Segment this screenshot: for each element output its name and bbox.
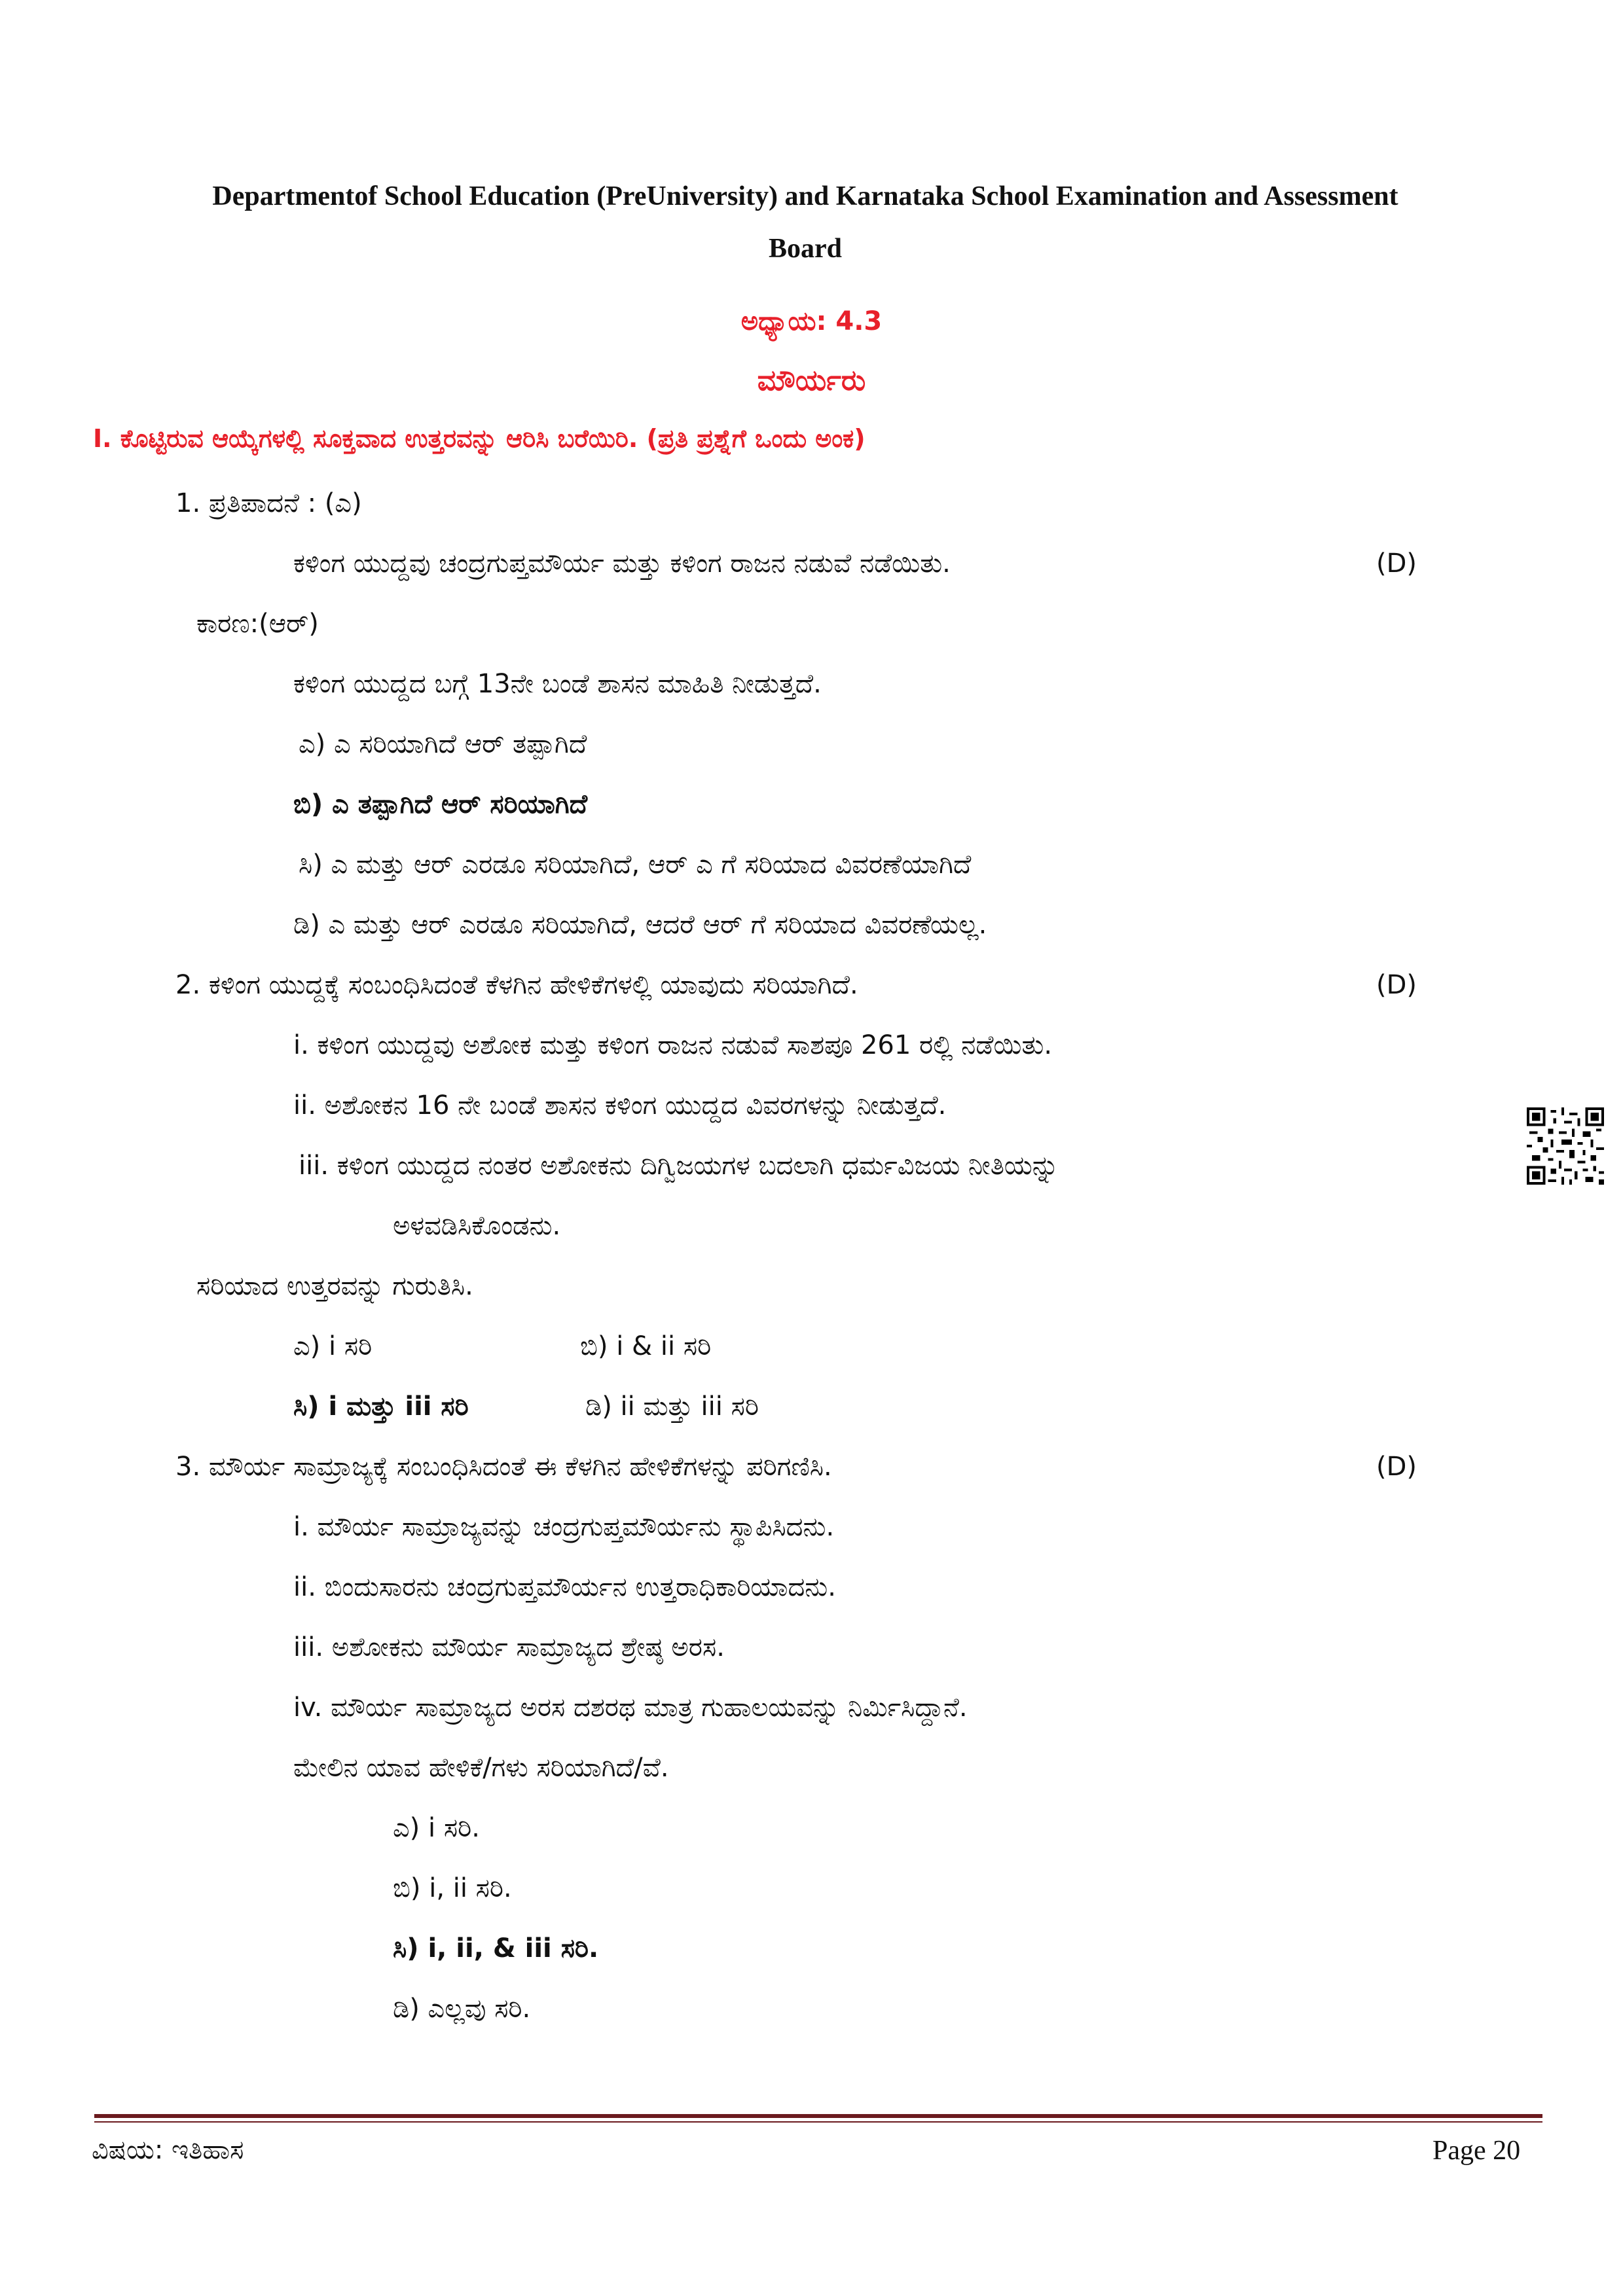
q2-level: (D) [1376,970,1417,1000]
q1-option-d: ಡಿ) ಎ ಮತ್ತು ಆರ್ ಎರಡೂ ಸರಿಯಾಗಿದೆ, ಆದರೆ ಆರ್ ಗೆ ಸರಿಯಾದ ವಿವರಣೆಯಲ್ಲ. [293,910,987,940]
q3-option-b: ಬಿ) i, ii ಸರಿ. [393,1873,512,1903]
q2-option-b: ಬಿ) i & ii ಸರಿ [580,1331,712,1361]
footer-rule-thick [94,2114,1542,2118]
q3-statement-2: ii. ಬಿಂದುಸಾರನು ಚಂದ್ರಗುಪ್ತಮೌರ್ಯನ ಉತ್ತರಾಧಿಕಾರಿಯಾದನು. [293,1572,836,1602]
chapter-number: ಅಧ್ಯಾಯ: 4.3 [740,306,883,336]
q2-option-d: ಡಿ) ii ಮತ್ತು iii ಸರಿ [585,1391,759,1422]
q1-assertion-text: ಕಳಿಂಗ ಯುದ್ದವು ಚಂದ್ರಗುಪ್ತಮೌರ್ಯ ಮತ್ತು ಕಳಿಂಗ ರಾಜನ ನಡುವೆ ನಡೆಯಿತು. [293,548,951,579]
qr-code-icon [1527,1107,1604,1185]
q2-prompt: ಸರಿಯಾದ ಉತ್ತರವನ್ನು ಗುರುತಿಸಿ. [196,1271,473,1301]
chapter-title: ಮೌರ್ಯರು [757,364,866,397]
q3-level: (D) [1376,1452,1417,1482]
q3-option-d: ಡಿ) ಎಲ್ಲವು ಸರಿ. [393,1994,531,2024]
q1-reason-label: ಕಾರಣ:(ಆರ್) [196,609,319,639]
q1-assertion-label: 1. ಪ್ರತಿಪಾದನೆ : (ಎ) [175,488,362,518]
section-instruction: I. ಕೊಟ್ಟಿರುವ ಆಯ್ಕೆಗಳಲ್ಲಿ ಸೂಕ್ತವಾದ ಉತ್ತರವನ್ನು ಆರಿಸಿ ಬರೆಯಿರಿ. (ಪ್ರತಿ ಪ್ರಶ್ನೆಗೆ ಒಂದು ಅಂಕ) [93,424,866,453]
page-number: Page 20 [1432,2136,1521,2166]
q3-statement-4: iv. ಮೌರ್ಯ ಸಾಮ್ರಾಜ್ಯದ ಅರಸ ದಶರಥ ಮಾತ್ರ ಗುಹಾಲಯವನ್ನು ನಿರ್ಮಿಸಿದ್ದಾನೆ. [293,1693,968,1723]
board-title-line2: Board [768,234,842,264]
q2-option-c: ಸಿ) i ಮತ್ತು iii ಸರಿ [293,1391,469,1422]
q3-statement-1: i. ಮೌರ್ಯ ಸಾಮ್ರಾಜ್ಯವನ್ನು ಚಂದ್ರಗುಪ್ತಮೌರ್ಯನು ಸ್ಥಾಪಿಸಿದನು. [293,1512,835,1542]
q3-prompt: ಮೇಲಿನ ಯಾವ ಹೇಳಿಕೆ/ಗಳು ಸರಿಯಾಗಿದೆ/ವೆ. [293,1753,669,1783]
q3-option-c: ಸಿ) i, ii, & iii ಸರಿ. [393,1933,599,1964]
q2-statement-3-cont: ಅಳವಡಿಸಿಕೊಂಡನು. [393,1211,561,1241]
q1-level: (D) [1376,548,1417,579]
q2-statement-3: iii. ಕಳಿಂಗ ಯುದ್ದದ ನಂತರ ಅಶೋಕನು ದಿಗ್ವಿಜಯಗಳ ಬದಲಾಗಿ ಧರ್ಮವಿಜಯ ನೀತಿಯನ್ನು [299,1151,1059,1181]
q3-statement-3: iii. ಅಶೋಕನು ಮೌರ್ಯ ಸಾಮ್ರಾಜ್ಯದ ಶ್ರೇಷ್ಠ ಅರಸ. [293,1632,725,1662]
q1-reason-text: ಕಳಿಂಗ ಯುದ್ದದ ಬಗ್ಗೆ 13ನೇ ಬಂಡೆ ಶಾಸನ ಮಾಹಿತಿ ನೀಡುತ್ತದೆ. [293,669,822,699]
q1-option-c: ಸಿ) ಎ ಮತ್ತು ಆರ್ ಎರಡೂ ಸರಿಯಾಗಿದೆ, ಆರ್ ಎ ಗೆ ಸರಿಯಾದ ವಿವರಣೆಯಾಗಿದೆ [299,850,972,880]
q2-option-a: ಎ) i ಸರಿ [293,1331,373,1361]
footer-subject: ವಿಷಯ: ಇತಿಹಾಸ [92,2135,244,2165]
q2-statement-1: i. ಕಳಿಂಗ ಯುದ್ದವು ಅಶೋಕ ಮತ್ತು ಕಳಿಂಗ ರಾಜನ ನಡುವೆ ಸಾಶಪೂ 261 ರಲ್ಲಿ ನಡೆಯಿತು. [293,1030,1053,1060]
q1-option-a: ಎ) ಎ ಸರಿಯಾಗಿದೆ ಆರ್ ತಪ್ಪಾಗಿದೆ [299,729,587,759]
footer-rule-thin [94,2121,1542,2123]
q3-question: 3. ಮೌರ್ಯ ಸಾಮ್ರಾಜ್ಯಕ್ಕೆ ಸಂಬಂಧಿಸಿದಂತೆ ಈ ಕೆಳಗಿನ ಹೇಳಿಕೆಗಳನ್ನು ಪರಿಗಣಿಸಿ. [175,1452,832,1482]
q2-question: 2. ಕಳಿಂಗ ಯುದ್ದಕ್ಕೆ ಸಂಬಂಧಿಸಿದಂತೆ ಕೆಳಗಿನ ಹೇಳಿಕೆಗಳಲ್ಲಿ ಯಾವುದು ಸರಿಯಾಗಿದೆ. [175,970,858,1000]
q2-statement-2: ii. ಅಶೋಕನ 16 ನೇ ಬಂಡೆ ಶಾಸನ ಕಳಿಂಗ ಯುದ್ದದ ವಿವರಗಳನ್ನು ನೀಡುತ್ತದೆ. [293,1090,947,1121]
q1-option-b: ಬಿ) ಎ ತಪ್ಪಾಗಿದೆ ಆರ್ ಸರಿಯಾಗಿದೆ [293,789,588,819]
q3-option-a: ಎ) i ಸರಿ. [393,1813,480,1843]
board-title-line1: Departmentof School Education (PreUniversity) and Karnataka School Examination and Assessment [212,181,1398,211]
